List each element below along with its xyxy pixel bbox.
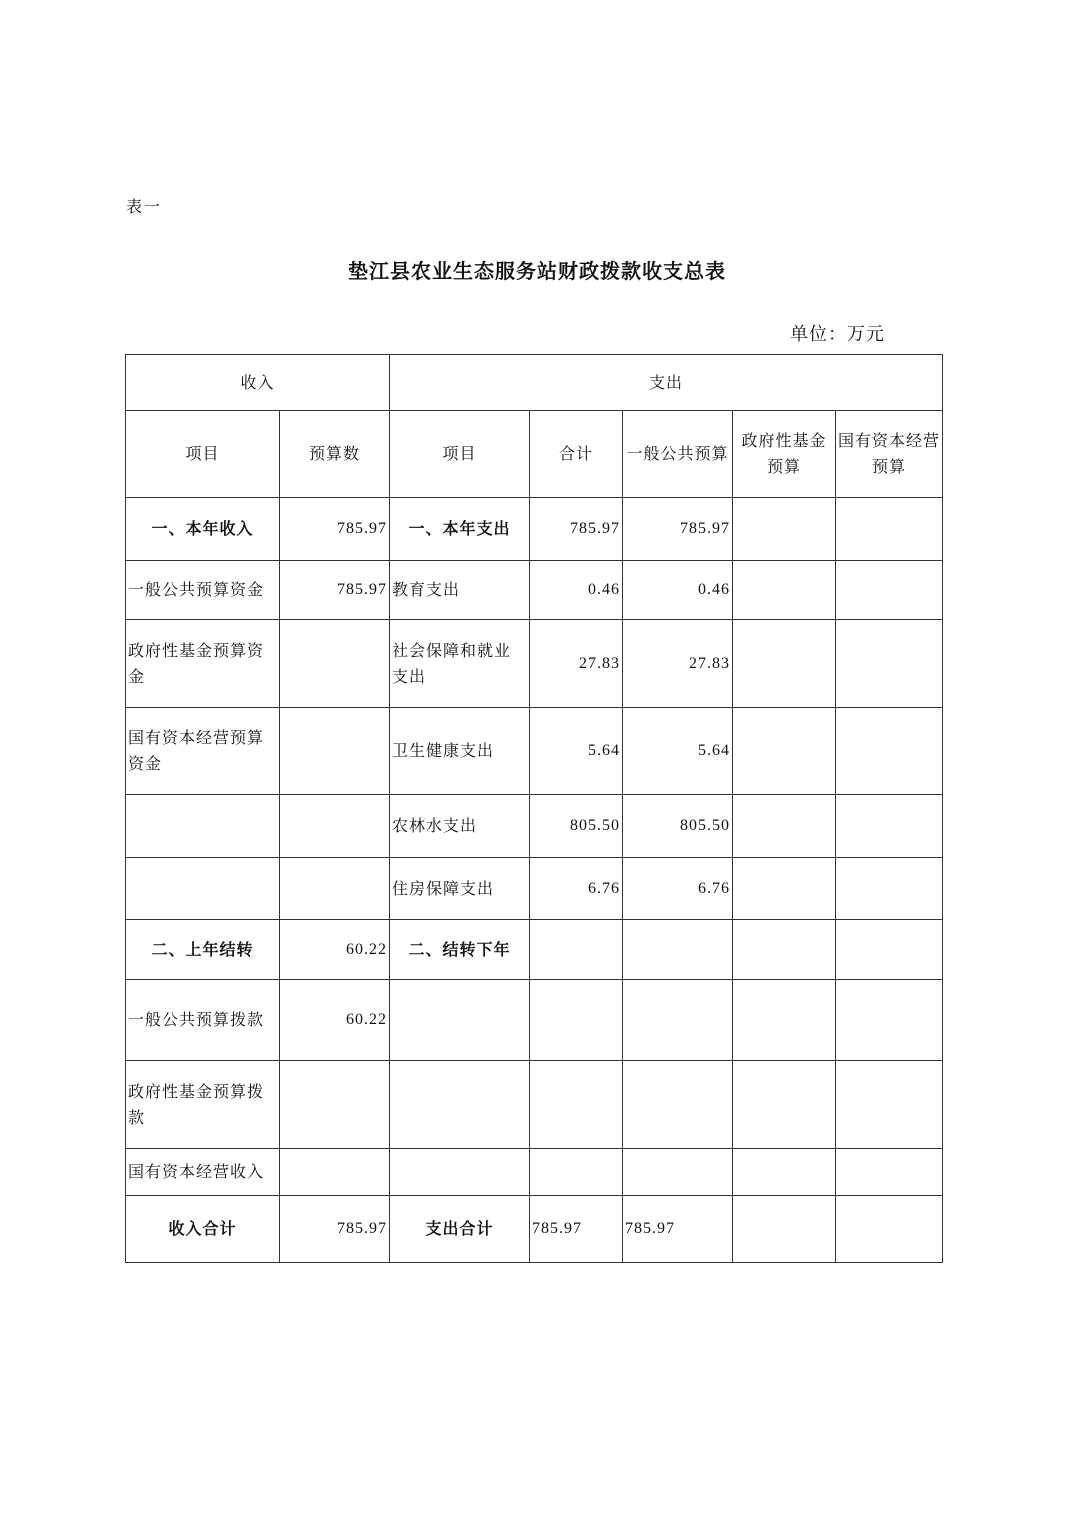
header-row-group [126, 355, 943, 411]
expense-item: 二、结转下年 [390, 920, 530, 980]
expense-total: 785.97 [530, 498, 623, 561]
income-item: 一般公共预算拨款 [126, 980, 280, 1061]
expense-item: 住房保障支出 [390, 858, 530, 920]
expense-state-capital [836, 620, 943, 708]
expense-total [530, 980, 623, 1061]
income-item-header: 项目 [126, 411, 280, 498]
expense-gov-fund [733, 620, 836, 708]
income-item: 一、本年收入 [126, 498, 280, 561]
expense-general [623, 1149, 733, 1196]
totals-row [126, 1196, 943, 1263]
expense-state-capital [836, 561, 943, 620]
expense-general [623, 1061, 733, 1149]
table-row [126, 858, 943, 920]
expense-state-capital [836, 920, 943, 980]
expense-general: 6.76 [623, 858, 733, 920]
expense-state-capital [836, 858, 943, 920]
expense-total-header: 合计 [530, 411, 623, 498]
expense-total: 805.50 [530, 795, 623, 858]
income-item: 二、上年结转 [126, 920, 280, 980]
expense-total: 0.46 [530, 561, 623, 620]
expense-state-capital [836, 1061, 943, 1149]
income-value [280, 795, 390, 858]
expense-total: 5.64 [530, 708, 623, 795]
income-item: 国有资本经营收入 [126, 1149, 280, 1196]
income-header: 收入 [126, 355, 390, 411]
expense-gov-fund [733, 1149, 836, 1196]
expense-item: 卫生健康支出 [390, 708, 530, 795]
income-total-value: 785.97 [280, 1196, 390, 1263]
page-title: 垫江县农业生态服务站财政拨款收支总表 [348, 259, 726, 283]
expense-state-capital-header: 国有资本经营预算 [836, 411, 943, 498]
expense-total [530, 920, 623, 980]
expense-general-total: 785.97 [623, 1196, 733, 1263]
expense-total [530, 1149, 623, 1196]
expense-item: 一、本年支出 [390, 498, 530, 561]
expense-item: 农林水支出 [390, 795, 530, 858]
unit-label: 单位：万元 [790, 324, 885, 345]
table-label: 表一 [126, 197, 163, 216]
finance-summary-table [125, 354, 943, 1263]
expense-general: 0.46 [623, 561, 733, 620]
income-item: 国有资本经营预算资金 [126, 708, 280, 795]
income-value: 785.97 [280, 498, 390, 561]
income-value [280, 858, 390, 920]
expense-gov-fund-header: 政府性基金预算 [733, 411, 836, 498]
expense-header: 支出 [390, 355, 943, 411]
table-row [126, 980, 943, 1061]
income-value: 785.97 [280, 561, 390, 620]
expense-general [623, 980, 733, 1061]
income-item: 一般公共预算资金 [126, 561, 280, 620]
income-value [280, 1061, 390, 1149]
expense-gov-fund [733, 920, 836, 980]
expense-state-capital [836, 498, 943, 561]
income-total-label: 收入合计 [126, 1196, 280, 1263]
expense-state-capital [836, 795, 943, 858]
table-row [126, 561, 943, 620]
table-row [126, 620, 943, 708]
expense-total: 6.76 [530, 858, 623, 920]
table-row [126, 1149, 943, 1196]
expense-gov-fund [733, 858, 836, 920]
expense-state-capital-total [836, 1196, 943, 1263]
expense-gov-fund [733, 498, 836, 561]
income-value [280, 708, 390, 795]
expense-gov-fund [733, 795, 836, 858]
expense-total: 27.83 [530, 620, 623, 708]
header-row-columns [126, 411, 943, 498]
expense-item [390, 980, 530, 1061]
expense-state-capital [836, 980, 943, 1061]
expense-gov-fund [733, 980, 836, 1061]
expense-general [623, 920, 733, 980]
expense-general: 27.83 [623, 620, 733, 708]
table-row [126, 1061, 943, 1149]
expense-item: 社会保障和就业支出 [390, 620, 530, 708]
income-value: 60.22 [280, 920, 390, 980]
expense-item: 教育支出 [390, 561, 530, 620]
income-item: 政府性基金预算拨款 [126, 1061, 280, 1149]
expense-total-label: 支出合计 [390, 1196, 530, 1263]
income-item [126, 858, 280, 920]
income-value [280, 620, 390, 708]
table-row [126, 920, 943, 980]
expense-gov-fund-total [733, 1196, 836, 1263]
expense-item [390, 1061, 530, 1149]
income-value [280, 1149, 390, 1196]
expense-gov-fund [733, 1061, 836, 1149]
income-item [126, 795, 280, 858]
expense-item [390, 1149, 530, 1196]
income-item: 政府性基金预算资金 [126, 620, 280, 708]
expense-general: 805.50 [623, 795, 733, 858]
expense-general-header: 一般公共预算 [623, 411, 733, 498]
income-value: 60.22 [280, 980, 390, 1061]
expense-general: 5.64 [623, 708, 733, 795]
table-row [126, 795, 943, 858]
expense-total-value: 785.97 [530, 1196, 623, 1263]
expense-item-header: 项目 [390, 411, 530, 498]
expense-gov-fund [733, 708, 836, 795]
table-row [126, 708, 943, 795]
table-row [126, 498, 943, 561]
income-budget-header: 预算数 [280, 411, 390, 498]
expense-gov-fund [733, 561, 836, 620]
expense-general: 785.97 [623, 498, 733, 561]
expense-state-capital [836, 1149, 943, 1196]
expense-state-capital [836, 708, 943, 795]
expense-total [530, 1061, 623, 1149]
